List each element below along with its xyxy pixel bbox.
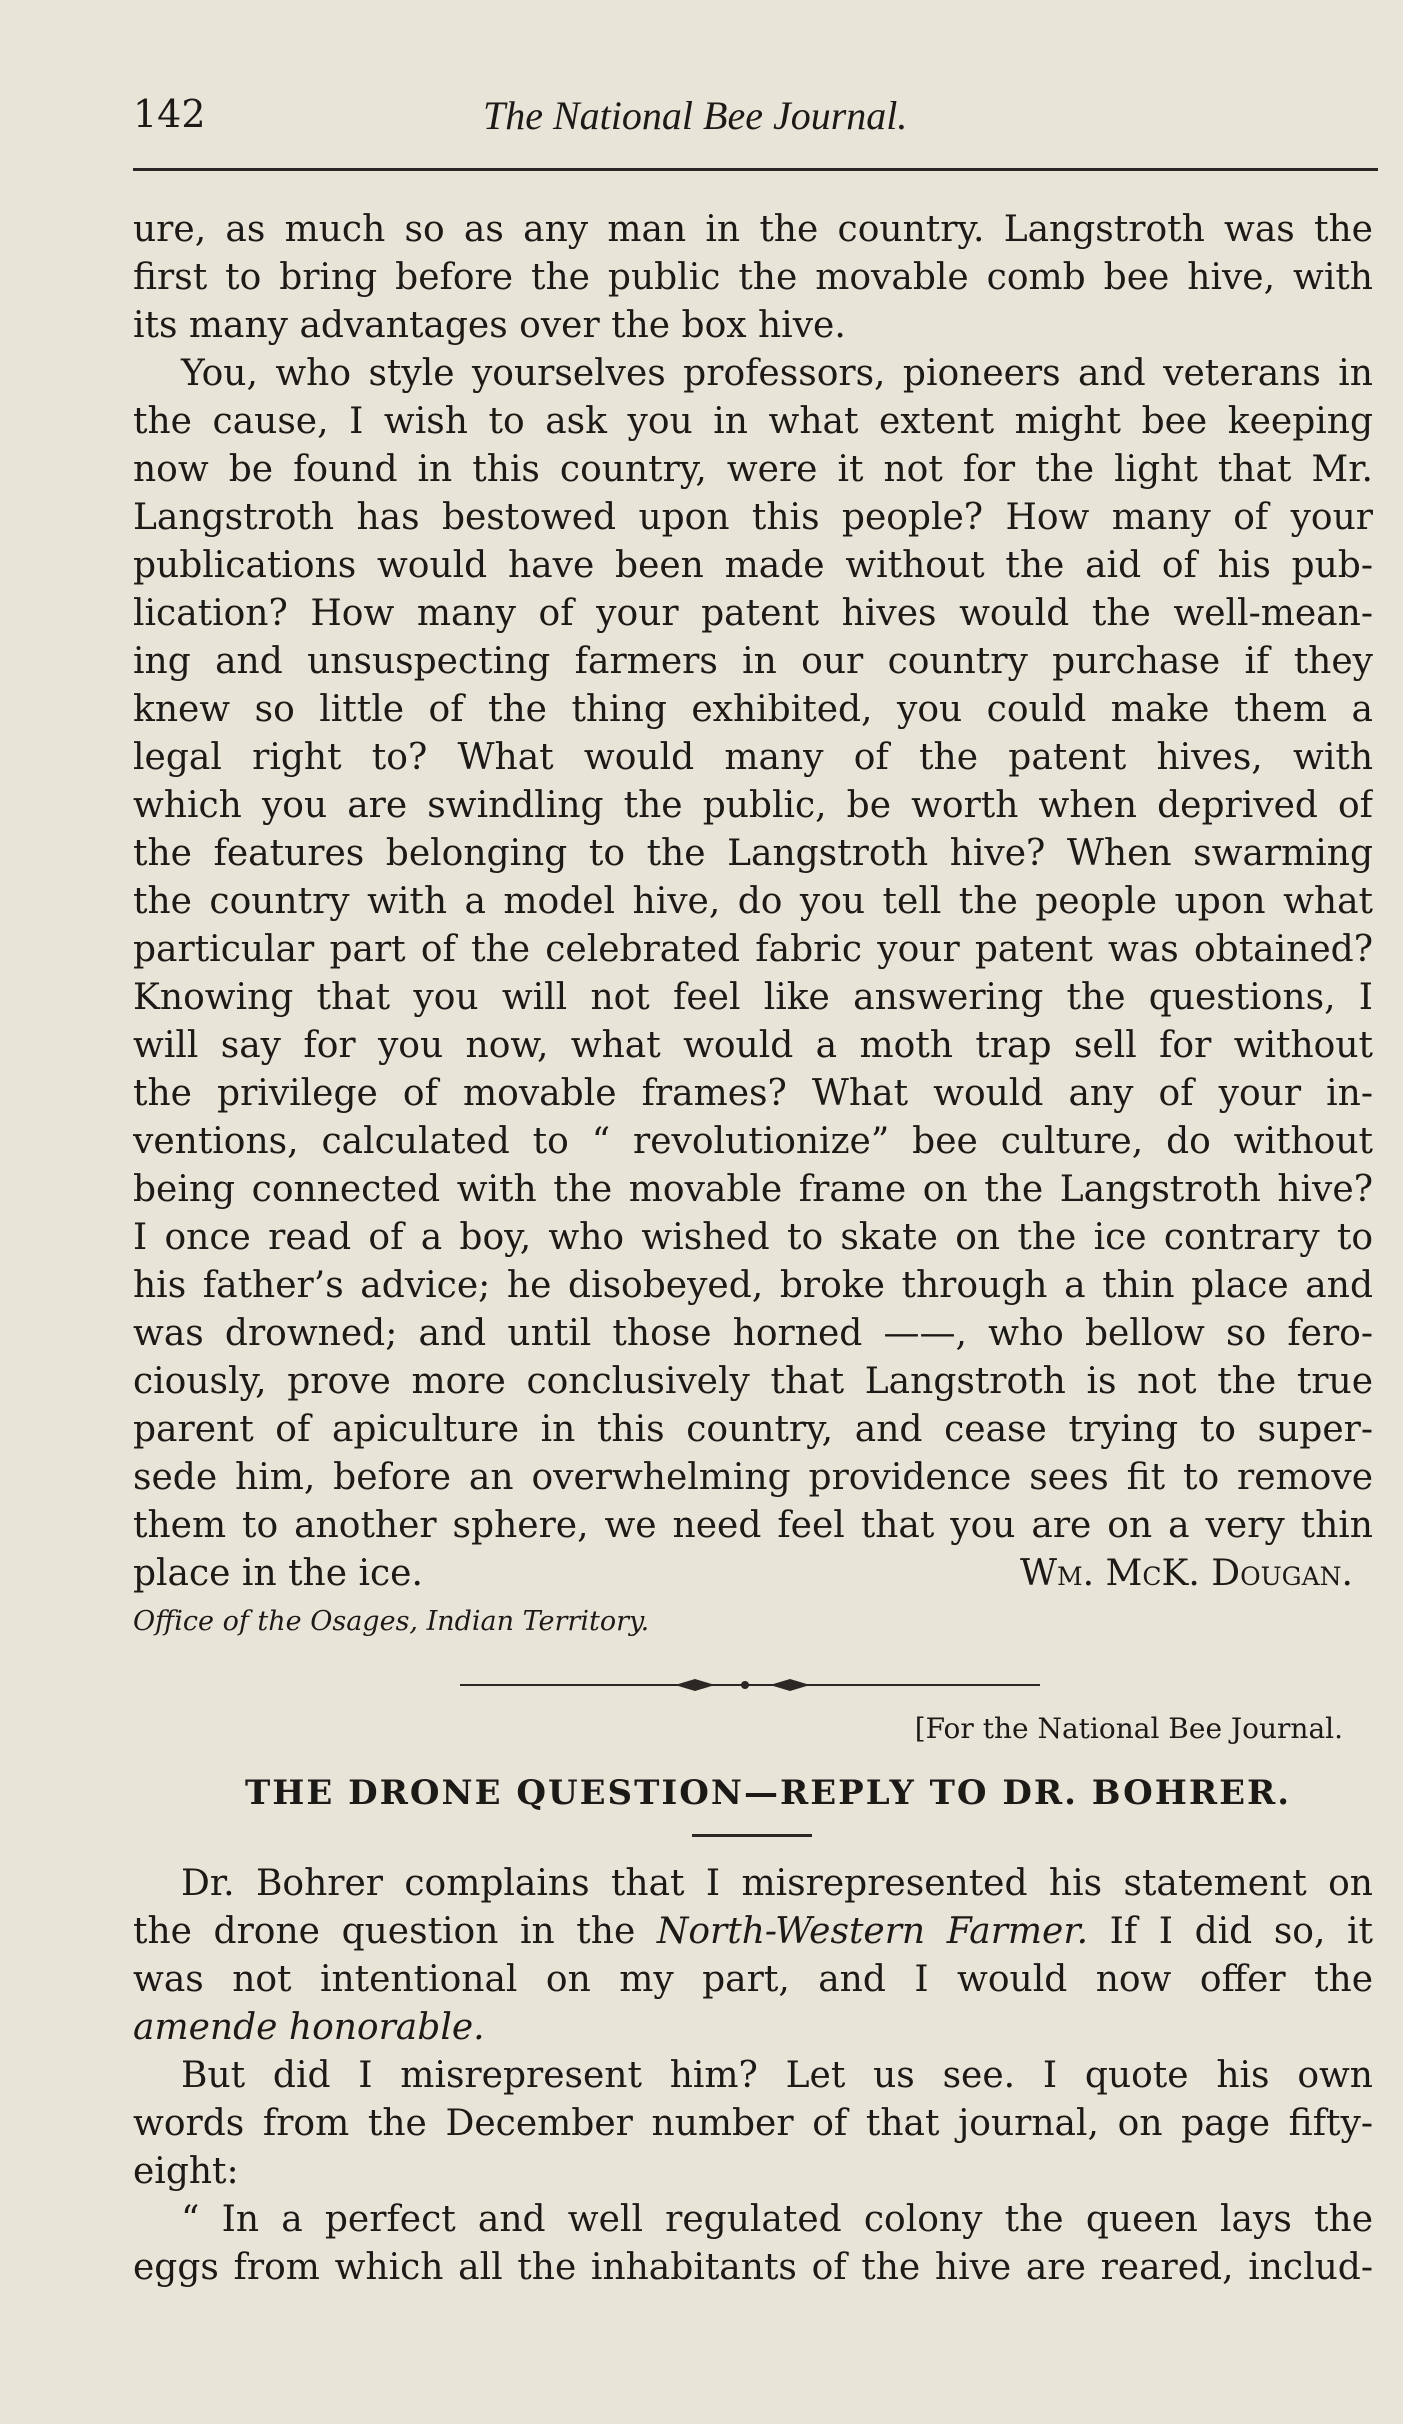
header-rule	[133, 168, 1378, 171]
section-ornament	[460, 1677, 1040, 1693]
text-line: his father’s advice; he disobeyed, broke through a thin place and	[133, 1265, 1373, 1306]
publication-name: North-Western Farmer.	[656, 1911, 1089, 1952]
text-line: was drowned; and until those horned ——, who bellow so fero-	[133, 1313, 1373, 1354]
text-line: eggs from which all the inhabitants of the hive are reared, includ-	[133, 2247, 1373, 2288]
text-line: sede him, before an overwhelming providence sees fit to remove	[133, 1457, 1373, 1498]
text-line: first to bring before the public the movable comb bee hive, with	[133, 257, 1373, 298]
article-title: THE DRONE QUESTION—REPLY TO DR. BOHRER.	[245, 1773, 1292, 1813]
text-line: You, who style yourselves professors, pioneers and veterans in	[181, 353, 1373, 394]
source-note: [For the National Bee Journal.	[914, 1712, 1343, 1745]
text-line: eight:	[133, 2151, 239, 2192]
text-span: If I did so, it	[1088, 1911, 1373, 1952]
text-line: Dr. Bohrer complains that I misrepresented his statement on	[181, 1863, 1373, 1904]
text-line: ing and unsuspecting farmers in our country purchase if they	[133, 641, 1373, 682]
page-header	[133, 92, 1373, 152]
text-line: legal right to? What would many of the patent hives, with	[133, 737, 1373, 778]
text-line: publications would have been made without the aid of his pub-	[133, 545, 1373, 586]
text-line: the cause, I wish to ask you in what extent might bee keeping	[133, 401, 1373, 442]
author-signature: Wm. McK. Dougan.	[1019, 1553, 1353, 1594]
text-line: words from the December number of that journal, on page fifty-	[133, 2103, 1373, 2144]
text-line: ciously, prove more conclusively that Langstroth is not the true	[133, 1361, 1373, 1402]
text-line: But did I misrepresent him? Let us see. I quote his own	[181, 2055, 1373, 2096]
text-line: being connected with the movable frame on the Langstroth hive?	[133, 1169, 1373, 1210]
text-line: now be found in this country, were it not for the light that Mr.	[133, 449, 1373, 490]
text-line: which you are swindling the public, be worth when deprived of	[133, 785, 1373, 826]
text-line: the features belonging to the Langstroth hive? When swarming	[133, 833, 1373, 874]
article-one	[133, 206, 1373, 1642]
signature-line	[133, 1550, 1373, 1598]
title-rule	[692, 1834, 812, 1837]
text-line: parent of apiculture in this country, and cease trying to super-	[133, 1409, 1373, 1450]
dateline: Office of the Osages, Indian Territory.	[133, 1606, 650, 1637]
text-line	[133, 1908, 1373, 1956]
article-two	[133, 1860, 1373, 2292]
text-line: amende honorable.	[133, 2007, 485, 2048]
text-line: the country with a model hive, do you tell the people upon what	[133, 881, 1373, 922]
text-line: was not intentional on my part, and I would now offer the	[133, 1959, 1373, 2000]
running-head: The National Bee Journal.	[483, 93, 908, 138]
text-line: will say for you now, what would a moth trap sell for without	[133, 1025, 1373, 1066]
text-line: “ In a perfect and well regulated colony the queen lays the	[181, 2199, 1373, 2240]
text-line: Knowing that you will not feel like answering the questions, I	[133, 977, 1373, 1018]
text-line: them to another sphere, we need feel that you are on a very thin	[133, 1505, 1373, 1546]
text-line: lication? How many of your patent hives would the well-mean-	[133, 593, 1373, 634]
text-line: place in the ice.	[133, 1553, 423, 1594]
text-line: I once read of a boy, who wished to skate on the ice contrary to	[133, 1217, 1373, 1258]
text-line: knew so little of the thing exhibited, you could make them a	[133, 689, 1373, 730]
text-line: particular part of the celebrated fabric your patent was obtained?	[133, 929, 1373, 970]
text-span: the drone question in the	[133, 1911, 657, 1952]
text-line: ventions, calculated to “ revolutionize” bee culture, do without	[133, 1121, 1373, 1162]
text-line: ure, as much so as any man in the country. Langstroth was the	[133, 209, 1373, 250]
text-line: the privilege of movable frames? What would any of your in-	[133, 1073, 1373, 1114]
text-line: Langstroth has bestowed upon this people? How many of your	[133, 497, 1373, 538]
text-line: its many advantages over the box hive.	[133, 305, 846, 346]
page-number: 142	[133, 92, 206, 136]
